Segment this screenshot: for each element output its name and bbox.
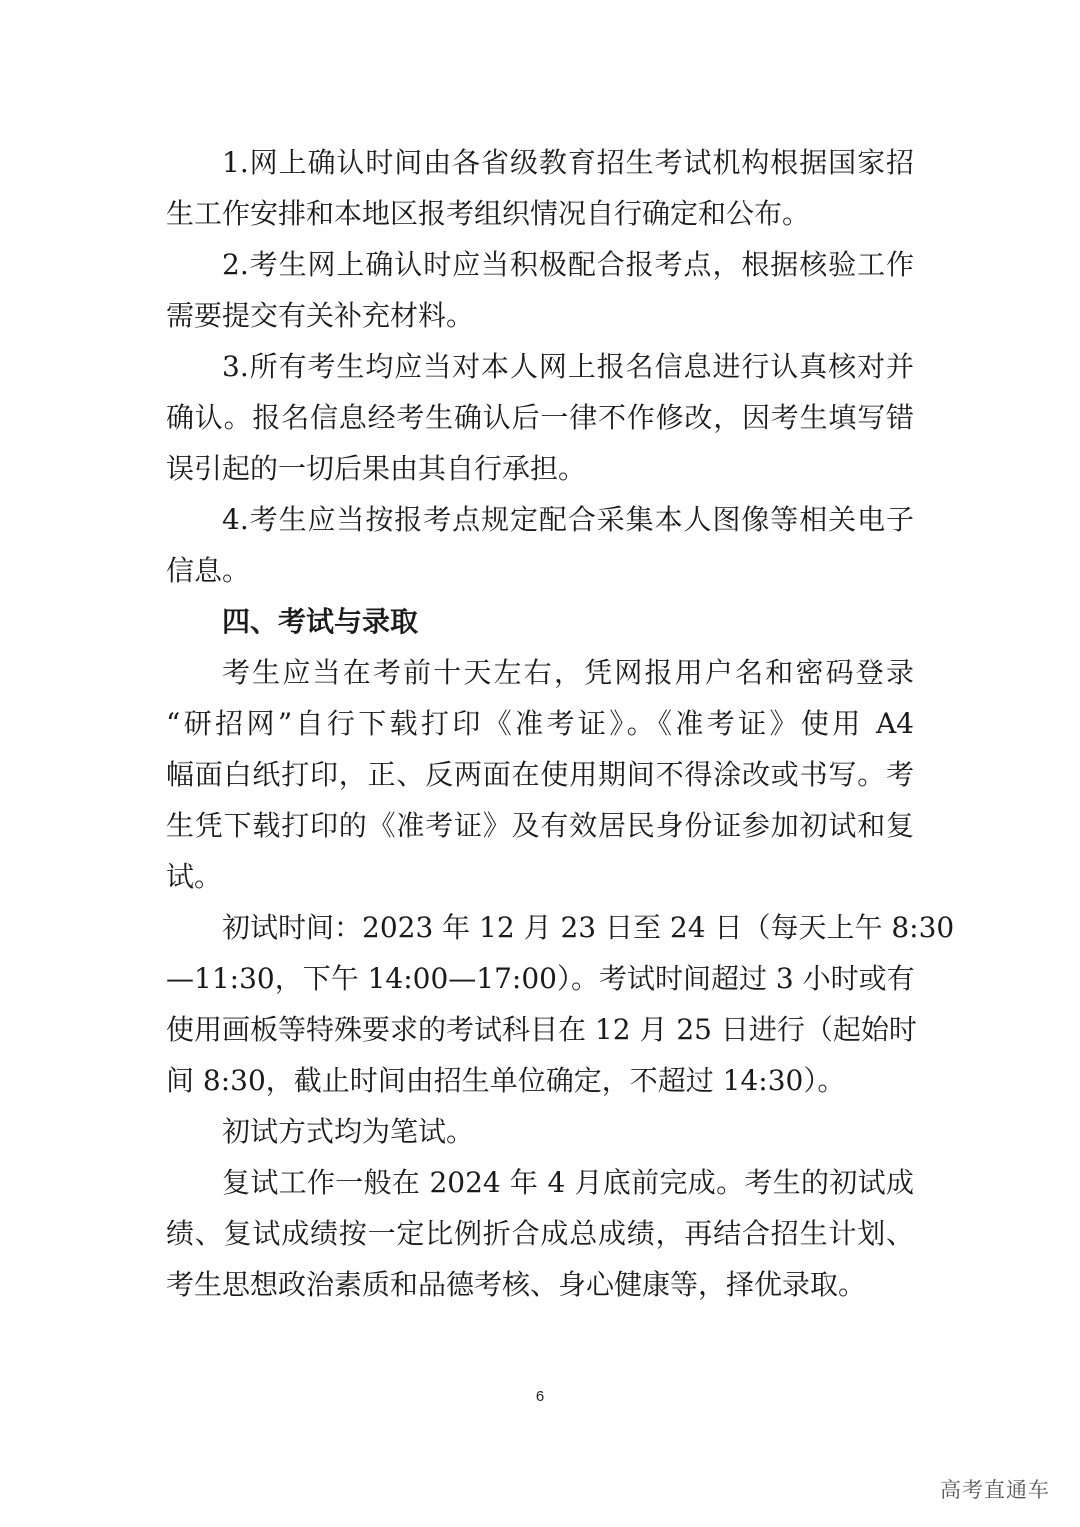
text-line: 2.考生网上确认时应当积极配合报考点，根据核验工作 — [222, 248, 914, 281]
paragraph — [166, 647, 914, 902]
paragraph — [166, 1157, 914, 1310]
text-line: 四、考试与录取 — [222, 605, 419, 638]
text-line: —11:30，下午 14:00—17:00）。考试时间超过 3 小时或有 — [166, 962, 915, 995]
text-line: 初试方式均为笔试。 — [222, 1115, 475, 1148]
text-line: 误引起的一切后果由其自行承担。 — [166, 452, 587, 485]
paragraph — [166, 494, 914, 596]
text-line: 初试时间：2023 年 12 月 23 日至 24 日（每天上午 8:30 — [222, 911, 955, 944]
section-heading — [166, 596, 914, 647]
text-line: 试。 — [166, 860, 223, 893]
text-line: 使用画板等特殊要求的考试科目在 12 月 25 日进行（起始时 — [166, 1013, 917, 1046]
text-line: “研招网”自行下载打印《准考证》。《准考证》使用 A4 — [166, 707, 914, 740]
paragraph — [166, 1106, 914, 1157]
text-line: 确认。报名信息经考生确认后一律不作修改，因考生填写错 — [166, 401, 914, 434]
page-number: 6 — [535, 1388, 545, 1405]
text-line: 3.所有考生均应当对本人网上报名信息进行认真核对并 — [222, 350, 914, 383]
paragraph — [166, 137, 914, 239]
text-line: 绩、复试成绩按一定比例折合成总成绩，再结合招生计划、 — [166, 1217, 914, 1250]
text-line: 生凭下载打印的《准考证》及有效居民身份证参加初试和复 — [166, 809, 914, 842]
text-line: 考生应当在考前十天左右，凭网报用户名和密码登录 — [222, 656, 914, 689]
text-line: 4.考生应当按报考点规定配合采集本人图像等相关电子 — [222, 503, 914, 536]
text-line: 考生思想政治素质和品德考核、身心健康等，择优录取。 — [166, 1268, 867, 1301]
text-line: 信息。 — [166, 554, 251, 587]
text-line: 1.网上确认时间由各省级教育招生考试机构根据国家招 — [222, 146, 914, 179]
text-line: 间 8:30，截止时间由招生单位确定，不超过 14:30）。 — [166, 1064, 846, 1097]
watermark: 高考直通车 — [940, 1478, 1050, 1502]
paragraph — [166, 902, 955, 1106]
document-body — [166, 137, 955, 1310]
text-line: 幅面白纸打印，正、反两面在使用期间不得涂改或书写。考 — [166, 758, 914, 791]
paragraph — [166, 239, 914, 341]
text-line: 复试工作一般在 2024 年 4 月底前完成。考生的初试成 — [222, 1166, 914, 1199]
text-line: 需要提交有关补充材料。 — [166, 299, 475, 332]
paragraph — [166, 341, 914, 494]
text-line: 生工作安排和本地区报考组织情况自行确定和公布。 — [166, 197, 811, 230]
